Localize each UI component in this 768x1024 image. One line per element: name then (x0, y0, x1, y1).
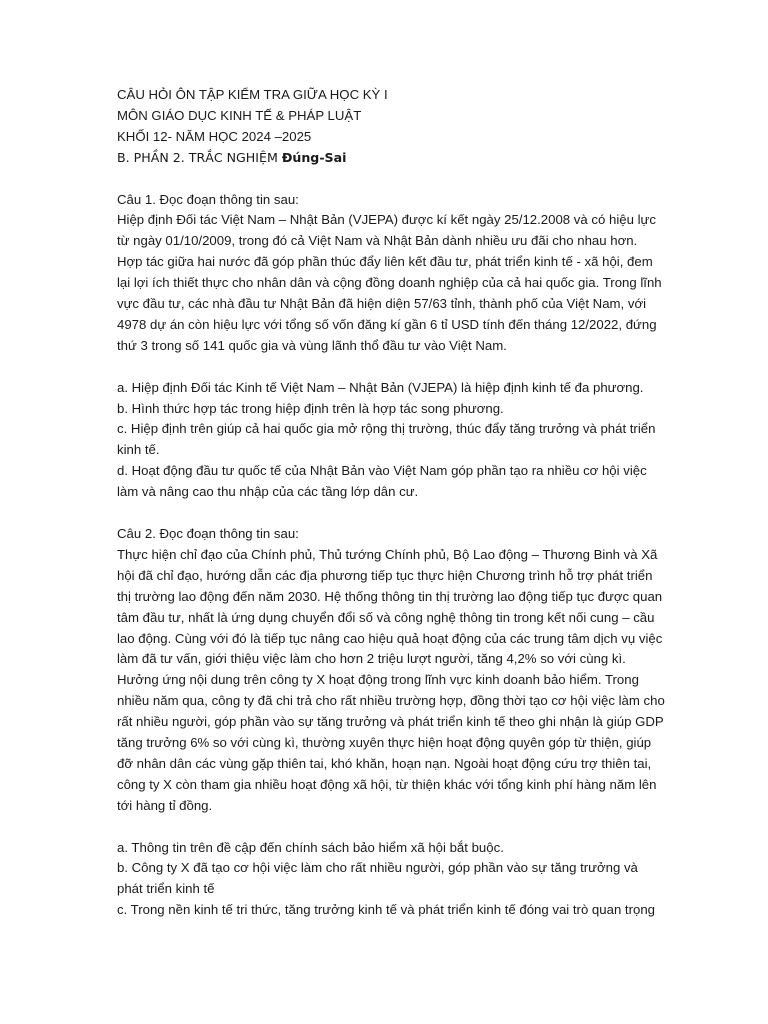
section-heading-bold: Đúng-Sai (281, 149, 347, 165)
passage-line: thị trường lao động đến năm 2030. Hệ thống thông tin thị trường lao động tiếp tục được quan (117, 588, 663, 604)
passage-line: hội đã chỉ đạo, hướng dẫn các địa phương tiếp tục thực hiện Chương trình hỗ trợ phát triển (117, 567, 653, 583)
spacer (117, 357, 657, 378)
passage-line: nhiều năm qua, công ty đã chi trả cho rất nhiều trường hợp, đồng thời tạo cơ hội việc làm cho (117, 693, 665, 709)
passage-line: lao động. Cùng với đó là tiếp tục nâng cao hiệu quả hoạt động của các trung tâm dịch vụ việc (117, 630, 663, 646)
passage-line: Hợp tác giữa hai nước đã góp phần thúc đẩy liên kết đầu tư, phát triển kinh tế - xã hội, đem (117, 254, 653, 270)
question-2 (117, 524, 665, 921)
question-2-passage (117, 545, 665, 817)
question-1-title: Câu 1. Đọc đoạn thông tin sau: (117, 191, 299, 207)
passage-line: làm đã tư vấn, giới thiệu việc làm cho hơn 2 triệu lượt người, tăng 4,2% so với cùng kì. (117, 651, 626, 667)
spacer (117, 503, 657, 524)
passage-line: từ ngày 01/10/2009, trong đó cả Việt Nam và Nhật Bản dành nhiều ưu đãi cho nhau hơn. (117, 233, 638, 249)
header-line-3: KHỐI 12- NĂM HỌC 2024 –2025 (117, 128, 312, 144)
option-line: phát triển kinh tế (117, 881, 215, 897)
passage-line: Thực hiện chỉ đạo của Chính phủ, Thủ tướng Chính phủ, Bộ Lao động – Thương Binh và Xã (117, 546, 658, 562)
header-line-1: CÂU HỎI ÔN TẬP KIỂM TRA GIỮA HỌC KỲ I (117, 87, 388, 102)
option-line: a. Thông tin trên đề cập đến chính sách bảo hiểm xã hội bắt buộc. (117, 839, 504, 855)
header-line-2: MÔN GIÁO DỤC KINH TẾ & PHÁP LUẬT (117, 107, 362, 123)
option-line: a. Hiệp định Đối tác Kinh tế Việt Nam – Nhật Bản (VJEPA) là hiệp định kinh tế đa phương. (117, 379, 644, 395)
document-header (117, 85, 657, 169)
section-heading-prefix: B. PHẦN 2. TRẮC NGHIỆM (117, 149, 282, 165)
passage-line: tăng trưởng 6% so với cùng kì, thường xuyên thực hiện hoạt động quyên góp từ thiện, giúp (117, 735, 652, 751)
document-page (117, 85, 665, 921)
option-line: làm và nâng cao thu nhập của các tầng lớp dân cư. (117, 484, 419, 500)
spacer (117, 817, 657, 838)
passage-line: lại lợi ích thiết thực cho nhân dân và cộng đồng doanh nghiệp của cả hai quốc gia. Trong lĩnh (117, 275, 662, 291)
passage-line: thứ 3 trong số 141 quốc gia và vùng lãnh thổ đầu tư vào Việt Nam. (117, 337, 507, 353)
passage-line: đỡ nhân dân các vùng gặp thiên tai, khó khăn, hoạn nạn. Ngoài hoạt động cứu trợ thiên tai, (117, 755, 652, 771)
question-1-options (117, 378, 657, 503)
question-2-title: Câu 2. Đọc đoạn thông tin sau: (117, 525, 299, 541)
option-line: d. Hoạt động đầu tư quốc tế của Nhật Bản vào Việt Nam góp phần tạo ra nhiều cơ hội việc (117, 463, 647, 479)
passage-line: Hưởng ứng nội dung trên công ty X hoạt động trong lĩnh vực kinh doanh bảo hiểm. Trong (117, 672, 639, 688)
passage-line: rất nhiều người, góp phần vào sự tăng trưởng và phát triển kinh tế theo ghi nhận là giúp GDP (117, 714, 664, 730)
passage-line: công ty X còn tham gia nhiều hoạt động xã hội, từ thiện khác với tổng kinh phí hàng năm lên (117, 776, 657, 792)
passage-line: tới hàng tỉ đồng. (117, 797, 213, 813)
passage-line: Hiệp định Đối tác Việt Nam – Nhật Bản (VJEPA) được kí kết ngày 25/12.2008 và có hiệu lực (117, 212, 656, 228)
option-line: kinh tế. (117, 442, 160, 458)
question-2-options (117, 838, 657, 922)
question-1 (117, 190, 662, 504)
passage-line: vực đầu tư, các nhà đầu tư Nhật Bản đã hiện diện 57/63 tỉnh, thành phố của Việt Nam, với (117, 296, 647, 312)
option-line: c. Trong nền kinh tế tri thức, tăng trưởng kinh tế và phát triển kinh tế đóng vai trò quan trọng (117, 902, 655, 918)
option-line: b. Hình thức hợp tác trong hiệp định trên là hợp tác song phương. (117, 400, 504, 416)
question-1-passage (117, 210, 662, 356)
option-line: c. Hiệp định trên giúp cả hai quốc gia mở rộng thị trường, thúc đẩy tăng trưởng và phát triển (117, 421, 656, 437)
spacer (117, 169, 657, 190)
passage-line: tâm đầu tư, nhất là ứng dụng chuyển đổi số và công nghệ thông tin trong kết nối cung – cầu (117, 609, 655, 625)
section-heading (117, 148, 657, 169)
passage-line: 4978 dự án còn hiệu lực với tổng số vốn đăng kí gần 6 tỉ USD tính đến tháng 12/2022, đứng (117, 316, 657, 332)
option-line: b. Công ty X đã tạo cơ hội việc làm cho rất nhiều người, góp phần vào sự tăng trưởng và (117, 860, 638, 876)
